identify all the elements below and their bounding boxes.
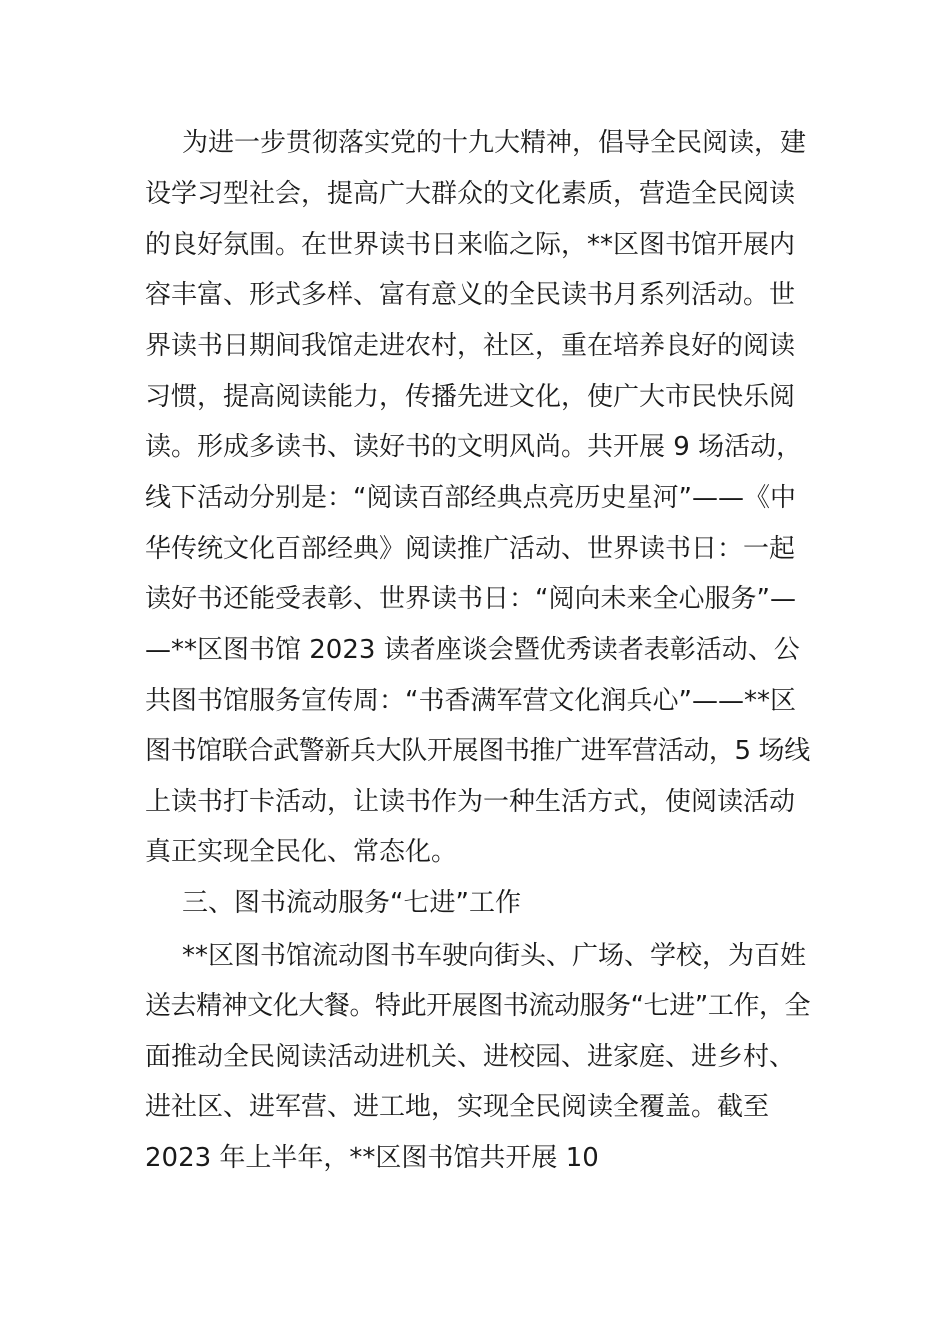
- paragraph-2-line-5: 2023 年上半年，**区图书馆共开展 10: [145, 1143, 599, 1173]
- paragraph-1-line-3: 的良好氛围。在世界读书日来临之际，**区图书馆开展内: [145, 230, 796, 260]
- paragraph-1-line-9: 华传统文化百部经典》阅读推广活动、世界读书日：一起: [145, 534, 796, 564]
- paragraph-1-line-14: 上读书打卡活动，让读书作为一种生活方式，使阅读活动: [145, 787, 796, 817]
- paragraph-1-line-10: 读好书还能受表彰、世界读书日：“阅向未来全心服务”—: [145, 584, 796, 614]
- paragraph-1-line-6: 习惯，提高阅读能力，传播先进文化，使广大市民快乐阅: [145, 382, 796, 412]
- paragraph-1-line-13: 图书馆联合武警新兵大队开展图书推广进军营活动，5 场线: [145, 736, 810, 766]
- paragraph-1-line-15: 真正实现全民化、常态化。: [145, 837, 458, 867]
- paragraph-2-line-4: 进社区、进军营、进工地，实现全民阅读全覆盖。截至: [145, 1092, 770, 1122]
- paragraph-1-line-2: 设学习型社会，提高广大群众的文化素质，营造全民阅读: [145, 179, 796, 209]
- paragraph-1-line-5: 界读书日期间我馆走进农村，社区，重在培养良好的阅读: [145, 331, 796, 361]
- paragraph-1-line-12: 共图书馆服务宣传周：“书香满军营文化润兵心”——**区: [145, 686, 796, 716]
- paragraph-1-line-4: 容丰富、形式多样、富有意义的全民读书月系列活动。世: [145, 280, 796, 310]
- paragraph-1-line-8: 线下活动分别是：“阅读百部经典点亮历史星河”——《中: [145, 483, 796, 513]
- section-heading: 三、图书流动服务“七进”工作: [182, 888, 521, 918]
- paragraph-2-line-1: **区图书馆流动图书车驶向街头、广场、学校，为百姓: [182, 941, 807, 971]
- paragraph-1-line-11: —**区图书馆 2023 读者座谈会暨优秀读者表彰活动、公: [145, 635, 800, 665]
- paragraph-1-line-1: 为进一步贯彻落实党的十九大精神，倡导全民阅读，建: [182, 128, 807, 158]
- paragraph-2-line-3: 面推动全民阅读活动进机关、进校园、进家庭、进乡村、: [145, 1042, 796, 1072]
- paragraph-2-line-2: 送去精神文化大餐。特此开展图书流动服务“七进”工作，全: [145, 991, 811, 1021]
- paragraph-1-line-7: 读。形成多读书、读好书的文明风尚。共开展 9 场活动，: [145, 432, 803, 462]
